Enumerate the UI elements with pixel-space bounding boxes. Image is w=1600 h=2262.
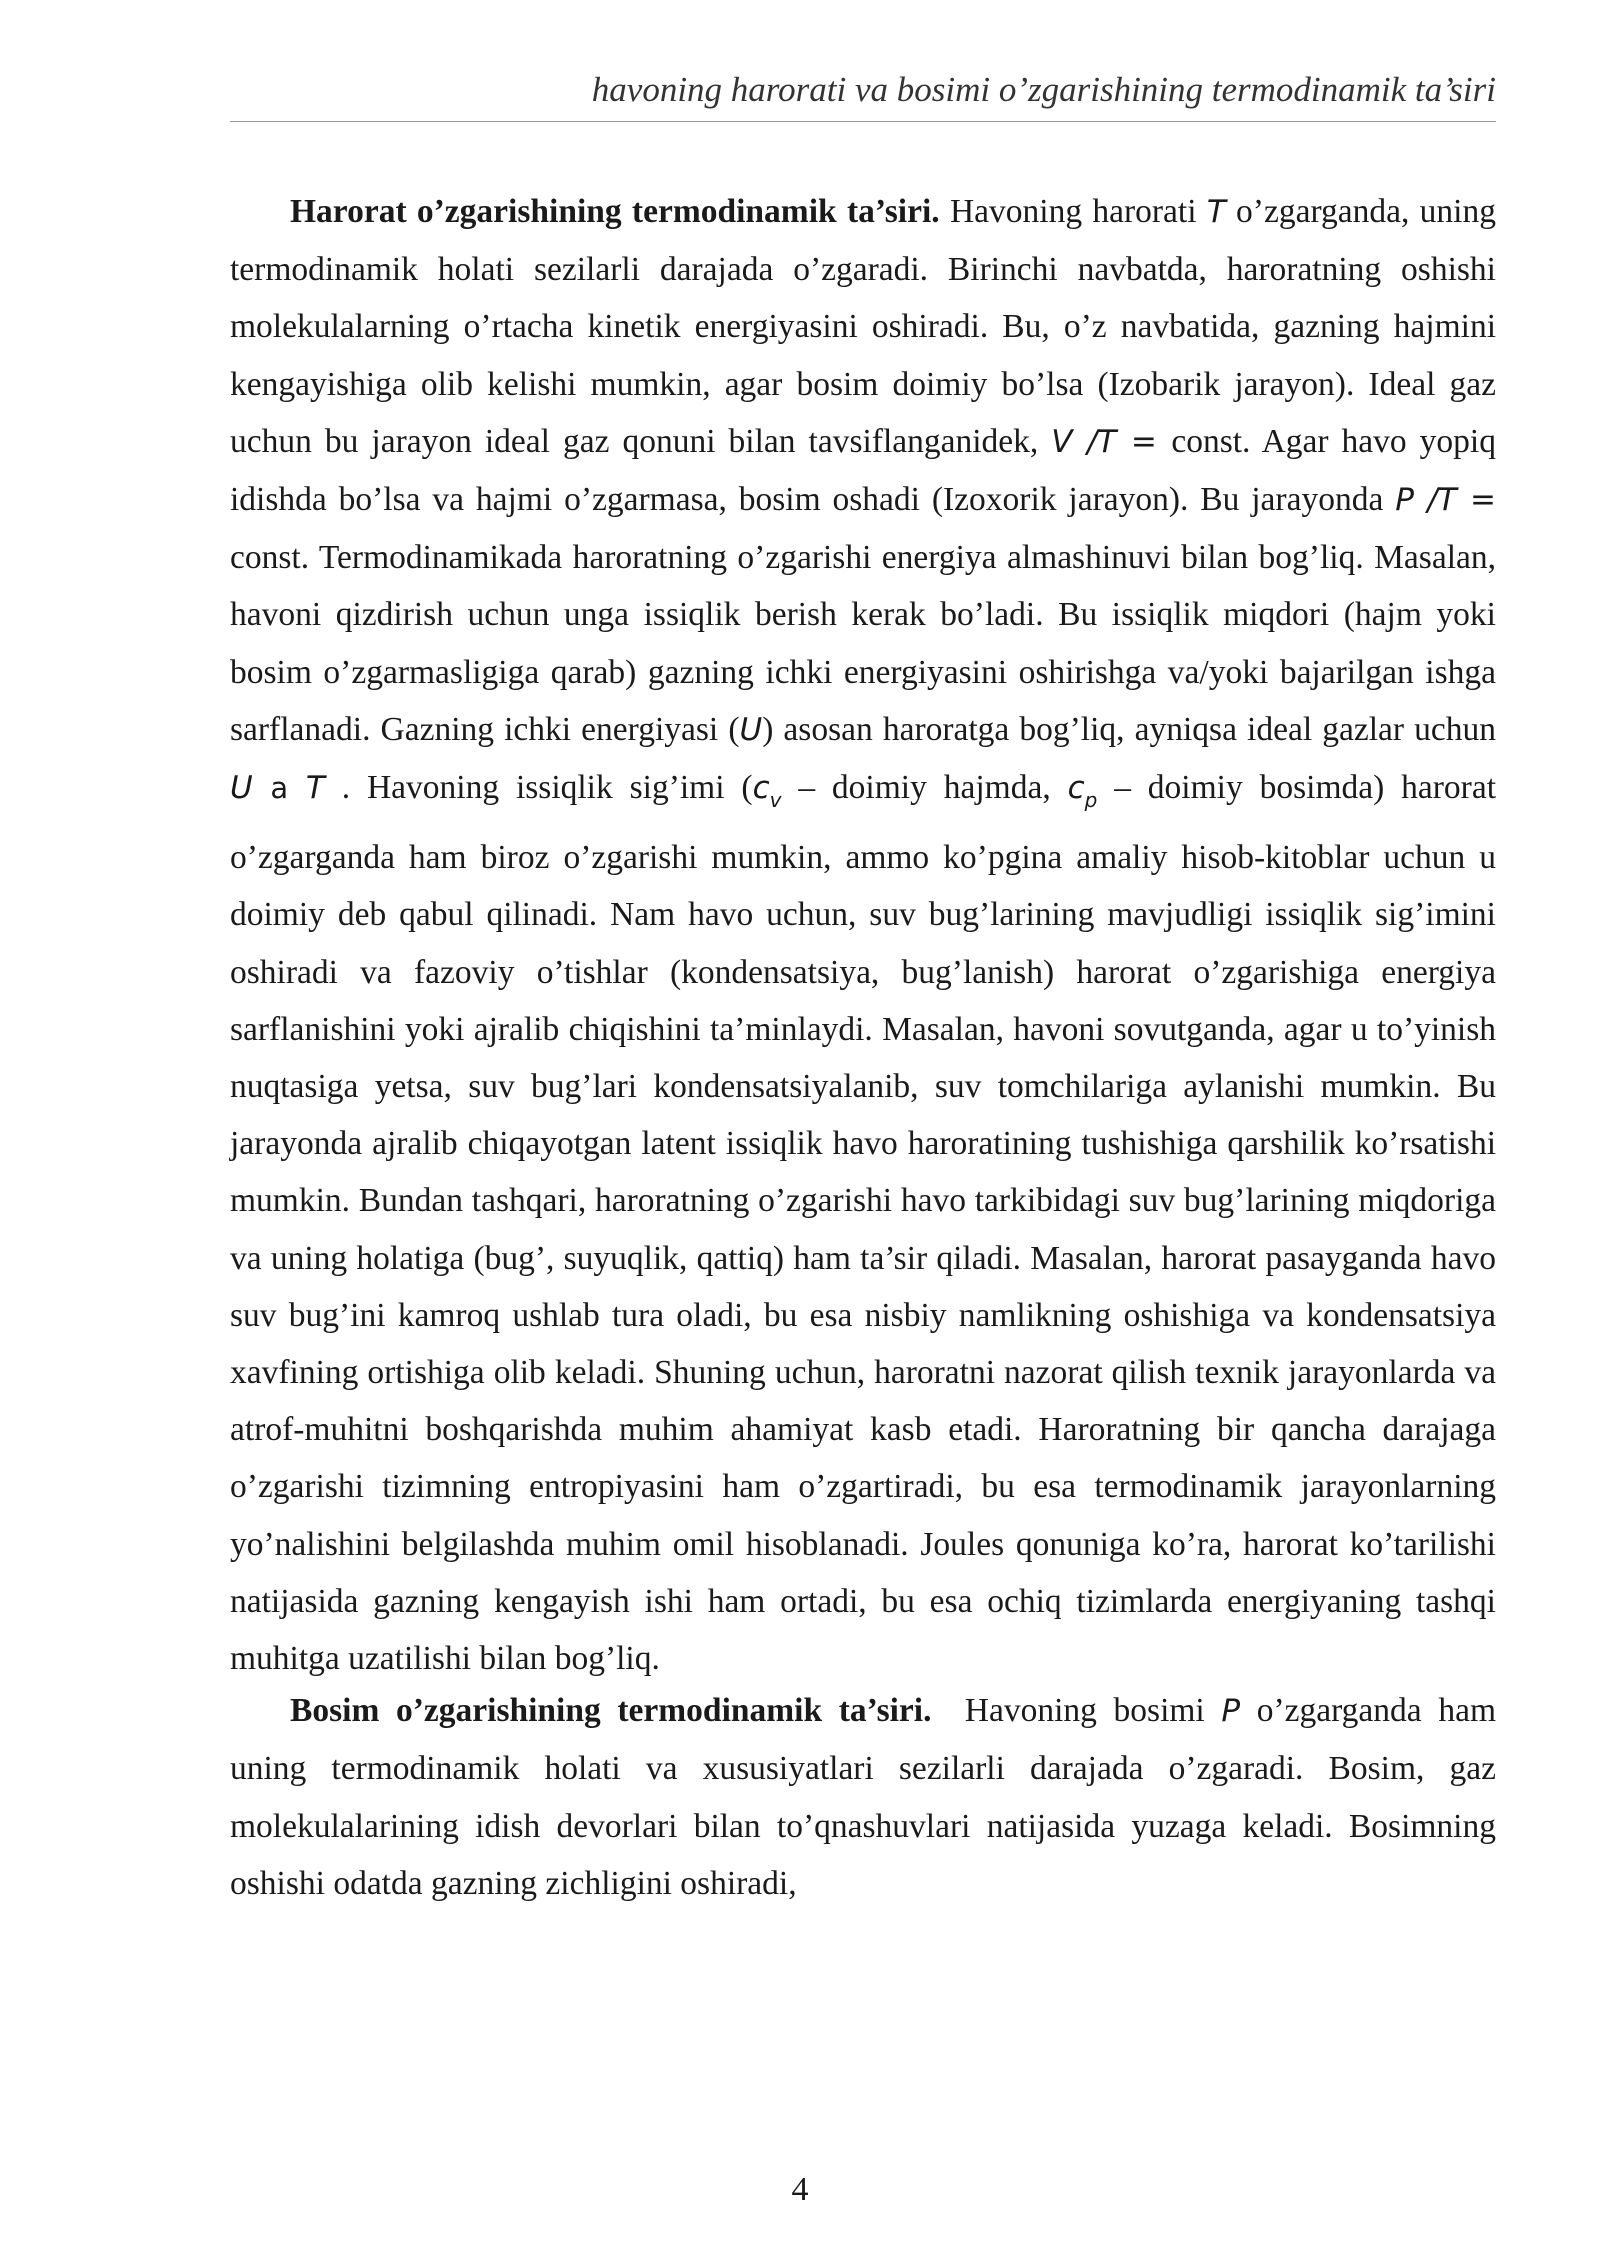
paragraph-pressure: [230, 1682, 1496, 1912]
running-header: havoning harorati va bosimi o’zgarishining termodinamik ta’siri: [591, 70, 1496, 109]
section-heading-temperature: Harorat o’zgarishining termodinamik ta’siri.: [290, 193, 940, 230]
symbol-U: U: [739, 711, 763, 748]
text-run: const. Agar havo yopiq idishda bo’lsa va hajmi o’zgarmasa, bosim oshadi (Izoxorik jarayon). Bu jarayonda: [230, 422, 1496, 519]
text-run: – doimiy bosimda) harorat o’zgarganda ham biroz o’zgarishi mumkin, ammo ko’pgina amaliy hisob-kitoblar uchun u doimiy deb qabul qilinadi. Nam havo uchun, suv bug’larining mavjudligi issiqlik sig’imini oshiradi va fazoviy o’tishlar (kondensatsiya, bug’lanish) harorat o’zgarishiga energiya sarflanishini yoki ajralib chiqishini ta’minlaydi. Masalan, havoni sovutganda, agar u to’yinish nuqtasiga yetsa, suv bug’lari kondensatsiyalanib, suv tomchilariga aylanishi mumkin. Bu jarayonda ajralib chiqayotgan latent issiqlik havo haroratining tushishiga qarshilik ko’rsatishi mumkin. Bundan tashqari, haroratning o’zgarishi havo tarkibidagi suv bug’larining miqdoriga va uning holatiga (bug’, suyuqlik, qattiq) ham ta’sir qiladi. Masalan, harorat pasayganda havo suv bug’ini kamroq ushlab tura oladi, bu esa nisbiy namlikning oshishiga va kondensatsiya xavfining ortishiga olib keladi. Shuning uchun, haroratni nazorat qilish texnik jarayonlarda va atrof-muhitni boshqarishda muhim ahamiyat kasb etadi. Haroratning bir qancha darajaga o’zgarishi tizimning entropiyasini ham o’zgartiradi, bu esa termodinamik jarayonlarning yo’nalishini belgilashda muhim omil hisoblanadi. Joules qonuniga ko’ra, harorat ko’tarilishi natijasida gazning kengayish ishi ham ortadi, bu esa ochiq tizimlarda energiyaning tashqi muhitga uzatilishi bilan bog’liq.: [230, 769, 1496, 1678]
equation-v-over-t: V /T =: [1051, 423, 1172, 460]
text-run: Havoning harorati: [939, 193, 1207, 230]
symbol-c: c: [1067, 770, 1085, 807]
equation-u: U: [230, 770, 253, 807]
symbol-P: P: [1221, 1693, 1241, 1730]
text-run: Havoning bosimi: [931, 1692, 1222, 1730]
text-run: . Havoning issiqlik sig’imi (: [324, 769, 753, 807]
section-heading-pressure: Bosim o’zgarishining termodinamik ta’siri.: [290, 1692, 932, 1730]
subscript-v: v: [769, 788, 782, 813]
equation-t: T: [305, 770, 325, 807]
page-number: 4: [791, 2171, 809, 2208]
body-text: [230, 183, 1496, 1912]
text-run: ) asosan haroratga bog’liq, ayniqsa ideal gazlar uchun: [762, 710, 1496, 748]
paragraph-temperature: [230, 183, 1496, 1687]
header-divider: [230, 121, 1496, 122]
text-run: const. Termodinamikada haroratning o’zgarishi energiya almashinuvi bilan bog’liq. Masalan, havoni qizdirish uchun unga issiqlik berish kerak bo’ladi. Bu issiqlik miqdori (hajm yoki bosim o’zgarmasligiga qarab) gazning ichki energiyasini oshirishga va/yoki bajarilgan ishga sarflanadi. Gazning ichki energiyasi (: [230, 539, 1496, 748]
text-run: o’zgarganda, uning termodinamik holati sezilarli darajada o’zgaradi. Birinchi navbatda, haroratning oshishi molekulalarning o’rtacha kinetik energiyasini oshiradi. Bu, o’z navbatida, gazning hajmini kengayishiga olib kelishi mumkin, agar bosim doimiy bo’lsa (Izobarik jarayon). Ideal gaz uchun bu jarayon ideal gaz qonuni bilan tavsiflanganidek,: [230, 193, 1496, 460]
symbol-c: c: [752, 770, 770, 807]
symbol-T: T: [1206, 194, 1226, 230]
text-run: – doimiy hajmda,: [781, 769, 1068, 807]
equation-p-over-t: P /T =: [1395, 482, 1496, 519]
equation-relation: a: [252, 771, 306, 806]
subscript-p: p: [1084, 788, 1098, 813]
text-run: o’zgarganda ham uning termodinamik holati va xususiyatlari sezilarli darajada o’zgaradi. Bosim, gaz molekulalarining idish devorlari bilan to’qnashuvlari natijasida yuzaga keladi. Bosimning oshishi odatda gazning zichligini oshiradi,: [230, 1692, 1496, 1902]
